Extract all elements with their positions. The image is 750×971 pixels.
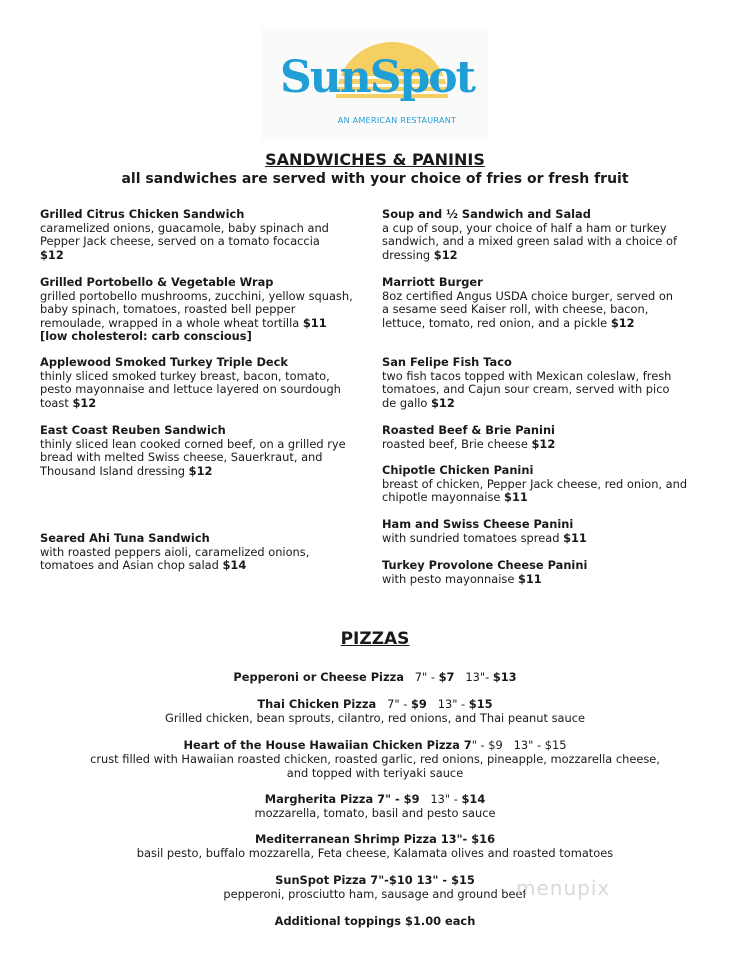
item-price: $14	[222, 558, 247, 573]
pizza-price-large: $13	[492, 670, 517, 684]
item-desc: two fish tacos topped with Mexican coleslaw, fresh tomatoes, and Cajun sour cream, served with pico de gallo	[382, 368, 672, 410]
item-price: $12	[433, 247, 458, 262]
item-name: Grilled Portobello & Vegetable Wrap	[40, 275, 274, 289]
item-price: $12	[72, 395, 97, 410]
pizza-size-large: 13" -	[430, 792, 462, 806]
pizza-name: Mediterranean Shrimp Pizza 13"- $16	[254, 832, 496, 846]
item-name: Roasted Beef & Brie Panini	[382, 423, 555, 437]
menu-item	[382, 424, 698, 451]
item-name: Applewood Smoked Turkey Triple Deck	[40, 355, 288, 369]
sandwiches-subtitle: all sandwiches are served with your choice of fries or fresh fruit	[121, 171, 629, 187]
item-note: [low cholesterol: carb conscious]	[40, 329, 252, 344]
item-price: $12	[431, 395, 455, 410]
item-price: $11	[563, 530, 587, 545]
item-desc: with roasted peppers aioli, caramelized onions, tomatoes and Asian chop salad	[40, 544, 310, 573]
item-name: Ham and Swiss Cheese Panini	[382, 517, 574, 531]
item-desc: caramelized onions, guacamole, baby spinach and Pepper Jack cheese, served on a tomato focaccia	[40, 220, 329, 249]
pizza-desc: Grilled chicken, bean sprouts, cilantro, red onions, and Thai peanut sauce	[165, 711, 585, 725]
pizza-size-small: " - $9	[471, 738, 503, 752]
item-price: $12	[610, 315, 635, 330]
item-name: Chipotle Chicken Panini	[382, 463, 534, 477]
menu-item	[40, 356, 356, 410]
pizza-name: Thai Chicken Pizza	[257, 697, 377, 711]
item-name: Soup and ½ Sandwich and Salad	[382, 207, 591, 221]
item-name: San Felipe Fish Taco	[382, 355, 512, 369]
item-name: Turkey Provolone Cheese Panini	[382, 558, 588, 572]
restaurant-logo	[262, 28, 488, 140]
pizza-name: Heart of the House Hawaiian Chicken Pizza 7	[183, 738, 472, 752]
pizza-size-large: 13" -	[437, 697, 469, 711]
pizza-price-large: $14	[461, 792, 486, 806]
pizza-name: Margherita Pizza 7" - $9	[264, 792, 420, 806]
pizza-item	[60, 697, 690, 725]
item-desc: breast of chicken, Pepper Jack cheese, red onion, and chipotle mayonnaise	[382, 476, 688, 505]
menu-item	[40, 424, 362, 478]
pizza-item	[60, 792, 690, 820]
menu-item	[382, 356, 682, 410]
item-price: $11	[504, 490, 528, 505]
pizza-desc: mozzarella, tomato, basil and pesto sauce	[254, 806, 496, 820]
menu-item	[382, 276, 682, 330]
item-name: East Coast Reuben Sandwich	[40, 423, 226, 437]
pizza-desc: basil pesto, buffalo mozzarella, Feta cheese, Kalamata olives and roasted tomatoes	[136, 846, 614, 860]
pizza-name: SunSpot Pizza 7"-$10 13" - $15	[275, 873, 475, 887]
pizza-size-small: 7" -	[387, 697, 411, 711]
item-desc: thinly sliced lean cooked corned beef, on a grilled rye bread with melted Swiss cheese, Sauerkraut, and Thousand Island dressing	[40, 436, 346, 478]
pizza-size-small: 7" -	[414, 670, 439, 684]
menu-item	[382, 464, 698, 505]
sandwiches-title: SANDWICHES & PANINIS	[265, 150, 485, 169]
item-desc: thinly sliced smoked turkey breast, bacon, tomato, pesto mayonnaise and lettuce layered on sourdough toast	[40, 368, 341, 410]
pizza-price-small: $9	[410, 697, 427, 711]
item-name: Grilled Citrus Chicken Sandwich	[40, 207, 245, 221]
item-desc: with sundried tomatoes spread	[382, 530, 560, 545]
item-price: $12	[188, 463, 213, 478]
item-price: $11	[517, 571, 542, 586]
item-price: $12	[531, 436, 556, 451]
item-name: Marriott Burger	[382, 275, 483, 289]
pizza-item	[60, 670, 690, 684]
menu-item	[40, 532, 356, 573]
menu-item	[382, 208, 698, 262]
item-price: $12	[40, 247, 64, 262]
item-name: Seared Ahi Tuna Sandwich	[40, 531, 210, 545]
item-desc: with pesto mayonnaise	[382, 571, 515, 586]
pizzas-title: PIZZAS	[340, 629, 410, 649]
pizza-name: Pepperoni or Cheese Pizza	[233, 670, 404, 684]
pizza-price-large: $15	[468, 697, 493, 711]
pizza-price-small: $7	[438, 670, 455, 684]
logo-subtitle: AN AMERICAN RESTAURANT	[337, 116, 457, 125]
watermark: menupix	[516, 876, 611, 900]
logo-title: SunSpot	[280, 52, 474, 103]
menu-item	[382, 518, 698, 545]
menu-item	[40, 208, 340, 262]
pizza-item	[60, 832, 690, 860]
menu-item	[40, 276, 362, 344]
item-desc: 8oz certified Angus USDA choice burger, served on a sesame seed Kaiser roll, with cheese, bacon, lettuce, tomato, red onion, and a pickle	[382, 288, 674, 330]
pizza-desc: crust filled with Hawaiian roasted chicken, roasted garlic, red onions, pineapple, mozzarella cheese, and topped with teriyaki sauce	[90, 752, 660, 780]
item-desc: grilled portobello mushrooms, zucchini, yellow squash, baby spinach, tomatoes, roasted bell pepper remoulade, wrapped in a whole wheat tortilla	[40, 288, 353, 330]
pizza-size-large: 13" - $15	[513, 738, 567, 752]
pizza-size-large: 13"-	[465, 670, 493, 684]
pizza-item	[60, 738, 690, 780]
additional-toppings: Additional toppings $1.00 each	[274, 914, 476, 928]
item-desc: a cup of soup, your choice of half a ham or turkey sandwich, and a mixed green salad with a choice of dressing	[382, 220, 678, 262]
item-price: $11	[302, 315, 327, 330]
item-desc: roasted beef, Brie cheese	[382, 436, 528, 451]
menu-item	[382, 559, 698, 586]
pizza-desc: pepperoni, prosciutto ham, sausage and ground beef	[223, 887, 527, 901]
